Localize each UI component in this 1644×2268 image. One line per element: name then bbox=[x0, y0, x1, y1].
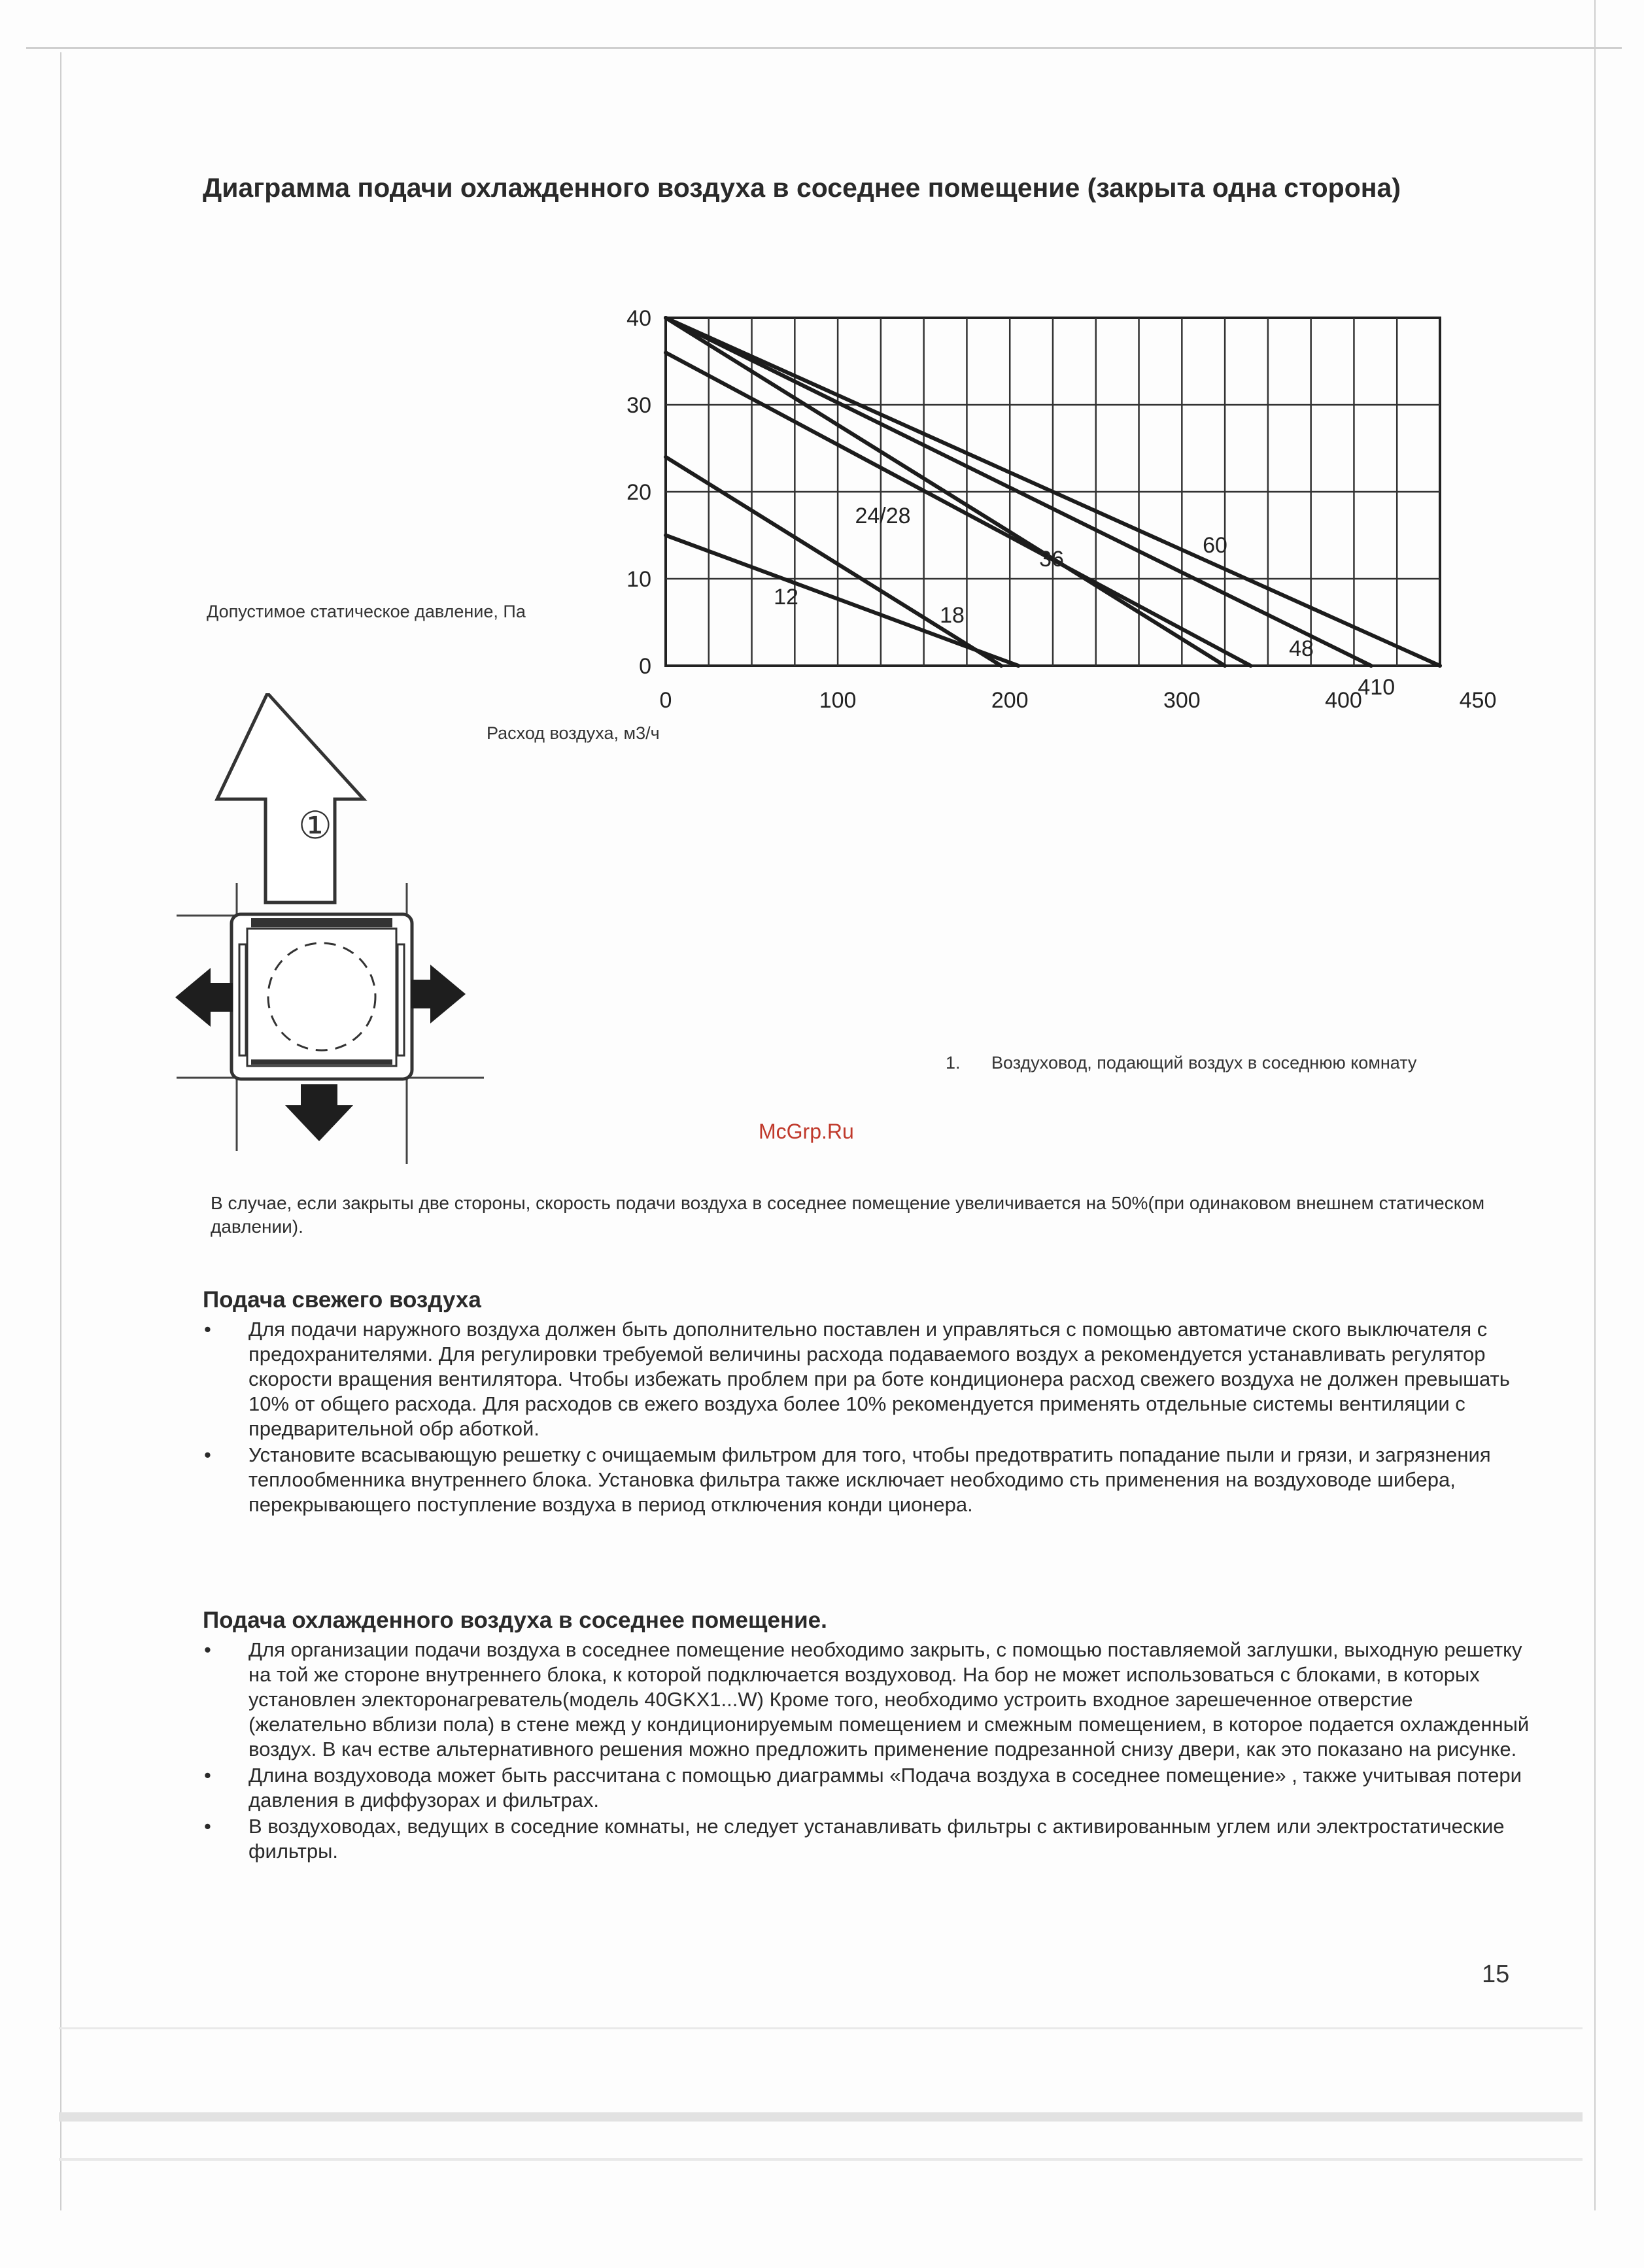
right-arrow bbox=[411, 965, 466, 1023]
y-tick-label: 30 bbox=[626, 393, 651, 418]
legend-text: Воздуховод, подающий воздух в соседнюю комнату bbox=[991, 1053, 1417, 1073]
page-title: Диаграмма подачи охлажденного воздуха в соседнее помещение (закрыта одна сторона) bbox=[203, 173, 1401, 203]
series-line-12 bbox=[666, 457, 1001, 666]
scan-border-top bbox=[26, 47, 1622, 49]
x-tick-label: 0 bbox=[659, 688, 672, 713]
chart-series-labels bbox=[774, 504, 1314, 661]
scan-border-left bbox=[60, 52, 61, 2210]
scan-border-right bbox=[1594, 0, 1596, 2210]
list-item: • Установите всасывающую решетку с очищаемым фильтром для того, чтобы предотвратить попадание пыли и грязи, и загрязнения теплообменника внутреннего блока. Установка фильтра также исключает необходимо сть применения на воздуховоде шибера, перекрывающего поступление воздуха в период отключения конди ционера. bbox=[203, 1443, 1530, 1517]
x-tick-label: 410 bbox=[1358, 675, 1396, 700]
chart-ticks bbox=[626, 306, 1496, 713]
y-tick-label: 0 bbox=[639, 654, 651, 679]
x-tick-label: 300 bbox=[1163, 688, 1201, 713]
series-label: 12 bbox=[774, 585, 798, 610]
chart-y-axis-label: Допустимое статическое давление, Па bbox=[207, 602, 526, 621]
pressure-flow-chart bbox=[589, 288, 1504, 746]
y-tick-label: 20 bbox=[626, 480, 651, 505]
series-label: 24/28 bbox=[855, 504, 911, 528]
x-tick-label: 400 bbox=[1325, 688, 1362, 713]
series-label: 48 bbox=[1289, 636, 1314, 661]
scan-band bbox=[59, 2027, 1583, 2029]
fresh-air-list bbox=[203, 1317, 1530, 1519]
down-arrow bbox=[285, 1084, 353, 1141]
list-item: • Длина воздуховода может быть рассчитана с помощью диаграммы «Подача воздуха в соседнее помещение» , также учитывая потери давления в диффузорах и фильтрах. bbox=[203, 1763, 1530, 1813]
y-tick-label: 10 bbox=[626, 567, 651, 592]
series-label: 60 bbox=[1203, 533, 1227, 558]
x-tick-label: 450 bbox=[1459, 688, 1497, 713]
up-arrow-duct bbox=[217, 693, 364, 902]
circle-one-label: ① bbox=[298, 804, 332, 847]
list-item: • Для организации подачи воздуха в соседнее помещение необходимо закрыть, с помощью поставляемой заглушки, выходную решетку на той же стороне внутреннего блока, к которой подключается воздуховод. На бор не может использоваться с блоками, в которых установлен электоронагреватель(модель 40GKX1...W) Кроме того, необходимо устроить входное зарешеченное отверстие (желательно вблизи пола) в стене межд у кондиционируемым помещением и смежным помещением, в которое подается охлажденный воздух. В кач естве альтернативного решения можно предложить применение подрезанной снизу двери, как это показано на рисунке. bbox=[203, 1638, 1530, 1762]
y-tick-label: 40 bbox=[626, 306, 651, 331]
indoor-unit-panel bbox=[247, 929, 396, 1066]
page-number: 15 bbox=[1482, 1961, 1510, 1988]
x-tick-label: 100 bbox=[819, 688, 857, 713]
chart-x-axis-label: Расход воздуха, м3/ч bbox=[487, 723, 660, 743]
x-tick-label: 200 bbox=[991, 688, 1029, 713]
cooled-air-list bbox=[203, 1638, 1530, 1865]
series-label: 18 bbox=[940, 603, 965, 628]
bottom-grille bbox=[251, 1059, 392, 1065]
scan-band bbox=[59, 2112, 1583, 2122]
section-heading-cooled-air: Подача охлажденного воздуха в соседнее помещение. bbox=[203, 1607, 827, 1633]
scan-band bbox=[59, 2158, 1583, 2161]
list-item: • Для подачи наружного воздуха должен быть дополнительно поставлен и управляться с помощью автоматиче ского выключателя с предохранителями. Для регулировки требуемой величины расхода подаваемого воздух а рекомендуется устанавливать регулятор скорости вращения вентилятора. Чтобы избежать проблем при ра боте кондиционера расход свежего воздуха не должен превышать 10% от общего расхода. Для расходов св ежего воздуха более 10% рекомендуется применять отдельные системы вентиляции с предварительной обр аботкой. bbox=[203, 1317, 1530, 1441]
watermark: McGrp.Ru bbox=[759, 1120, 854, 1143]
list-item: • В воздуховодах, ведущих в соседние комнаты, не следует устанавливать фильтры с активированным углем или электростатические фильтры. bbox=[203, 1814, 1530, 1864]
series-label: 36 bbox=[1039, 547, 1064, 572]
airflow-diagram bbox=[170, 693, 497, 1177]
closed-grille bbox=[251, 918, 392, 927]
legend-number: 1. bbox=[946, 1053, 961, 1073]
two-sides-note: В случае, если закрыты две стороны, скорость подачи воздуха в соседнее помещение увеличивается на 50%(при одинаковом внешнем статическом давлении). bbox=[211, 1193, 1485, 1237]
series-line-18 bbox=[666, 536, 1018, 666]
left-arrow bbox=[175, 968, 233, 1027]
section-heading-fresh-air: Подача свежего воздуха bbox=[203, 1287, 481, 1313]
